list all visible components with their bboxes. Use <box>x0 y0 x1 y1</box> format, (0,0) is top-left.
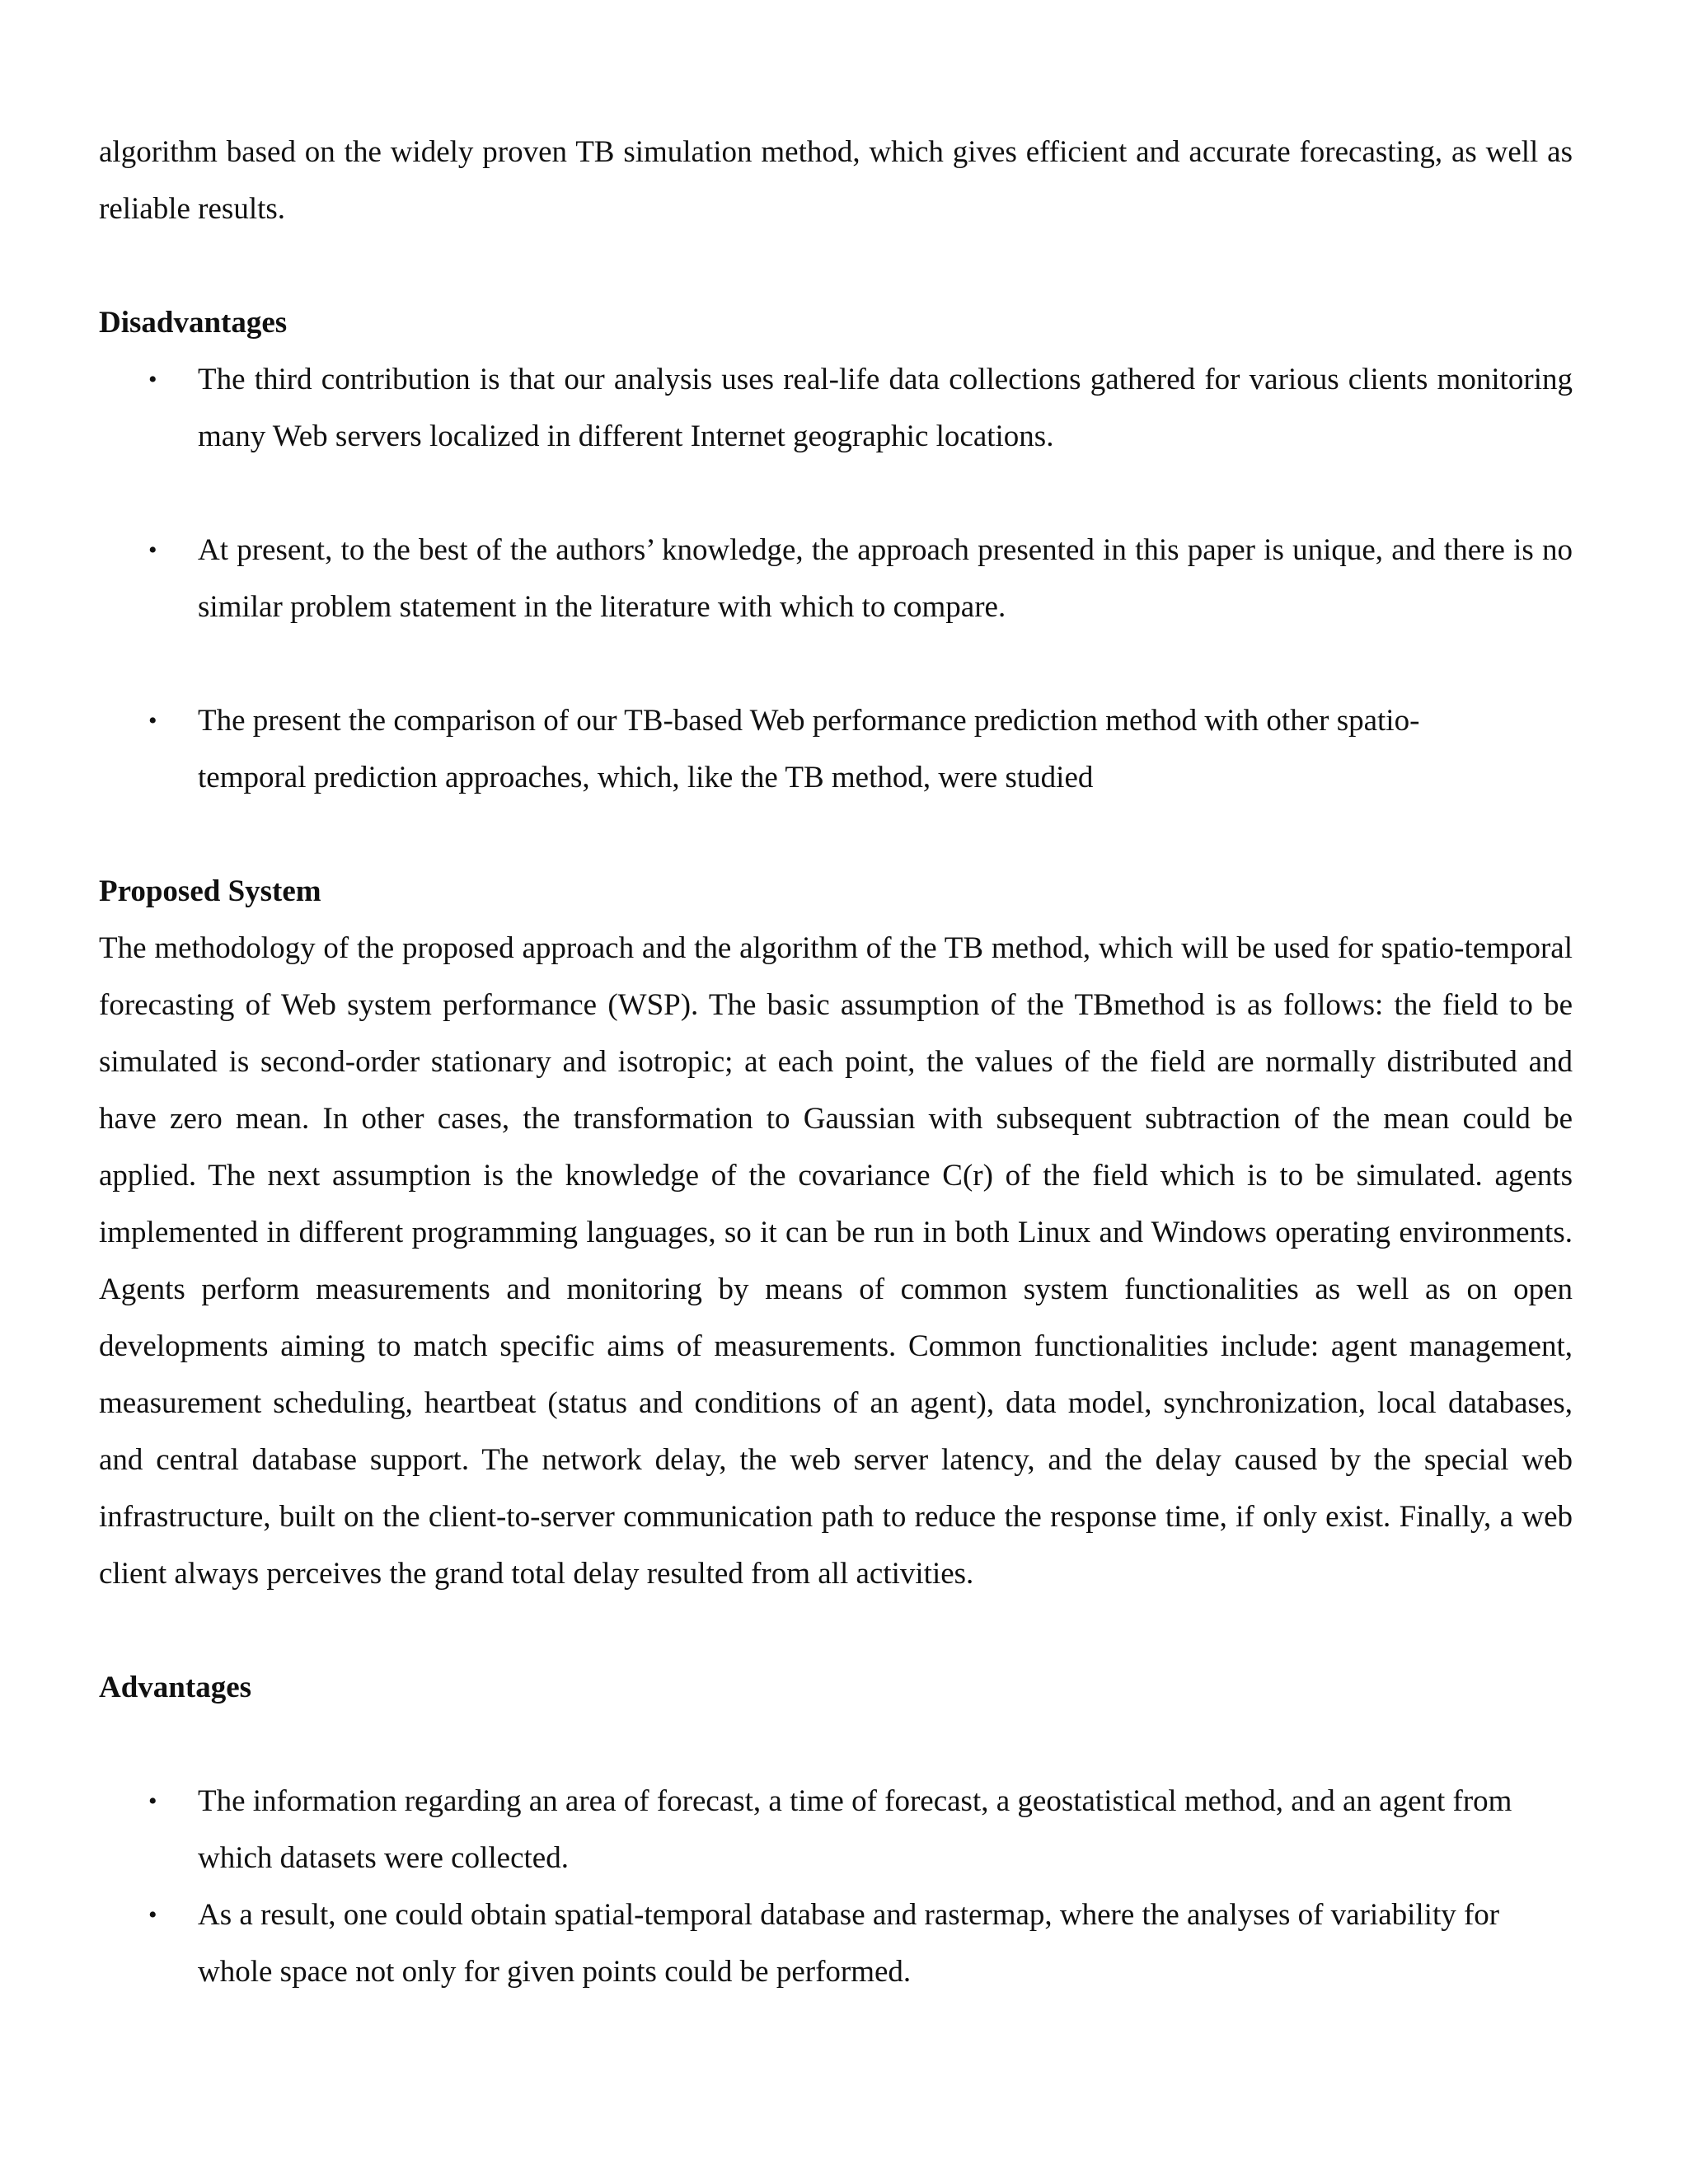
proposed-system-heading: Proposed System <box>99 874 321 908</box>
disadvantage-item-1: The third contribution is that our analysis uses real-life data collections gathered for various clients monitoring many Web servers localized in different Internet geographic locations. <box>198 363 1573 453</box>
bullet-icon: • <box>148 366 157 393</box>
bullet-icon: • <box>148 537 157 564</box>
disadvantage-item-2: At present, to the best of the authors’ knowledge, the approach presented in this paper is unique, and there is no similar problem statement in the literature with which to compare. <box>198 533 1573 624</box>
spacer <box>99 1716 1573 1773</box>
advantages-heading: Advantages <box>99 1671 252 1704</box>
list-item <box>99 522 1573 635</box>
disadvantages-heading: Disadvantages <box>99 306 288 340</box>
list-item <box>99 1886 1573 2000</box>
list-item <box>99 351 1573 465</box>
spacer <box>99 806 1573 863</box>
list-item <box>99 1773 1573 1886</box>
advantage-item-2: As a result, one could obtain spatial-temporal database and rastermap, where the analyses of variability for whole space not only for given points could be performed. <box>198 1898 1500 1989</box>
list-item <box>99 692 1573 806</box>
advantages-list <box>99 1773 1573 2000</box>
bullet-icon: • <box>148 707 157 734</box>
proposed-system-paragraph: The methodology of the proposed approach and the algorithm of the TB method, which will be used for spatio-temporal forecasting of Web system performance (WSP). The basic assumption of the TBmethod is as follows: the field to be simulated is second-order stationary and isotropic; at each point, the values of the field are normally distributed and have zero mean. In other cases, the transformation to Gaussian with subsequent subtraction of the mean could be applied. The next assumption is the knowledge of the covariance C(r) of the field which is to be simulated. agents implemented in different programming languages, so it can be run in both Linux and Windows operating environments. Agents perform measurements and monitoring by means of common system functionalities as well as on open developments aiming to match specific aims of measurements. Common functionalities include: agent management, measurement scheduling, heartbeat (status and conditions of an agent), data model, synchronization, local databases, and central database support. The network delay, the web server latency, and the delay caused by the special web infrastructure, built on the client-to-server communication path to reduce the response time, if only exist. Finally, a web client always perceives the grand total delay resulted from all activities. <box>99 931 1573 1591</box>
intro-paragraph: algorithm based on the widely proven TB simulation method, which gives efficient and accurate forecasting, as well as reliable results. <box>99 135 1573 226</box>
bullet-icon: • <box>148 1788 157 1815</box>
spacer <box>99 237 1573 294</box>
spacer <box>99 1602 1573 1659</box>
advantage-item-1: The information regarding an area of forecast, a time of forecast, a geostatistical method, and an agent from which datasets were collected. <box>198 1784 1512 1875</box>
disadvantages-list <box>99 351 1573 806</box>
disadvantage-item-3: The present the comparison of our TB-based Web performance prediction method with other spatio-temporal prediction approaches, which, like the TB method, were studied <box>198 704 1420 794</box>
document-page <box>99 124 1573 2000</box>
bullet-icon: • <box>148 1901 157 1929</box>
